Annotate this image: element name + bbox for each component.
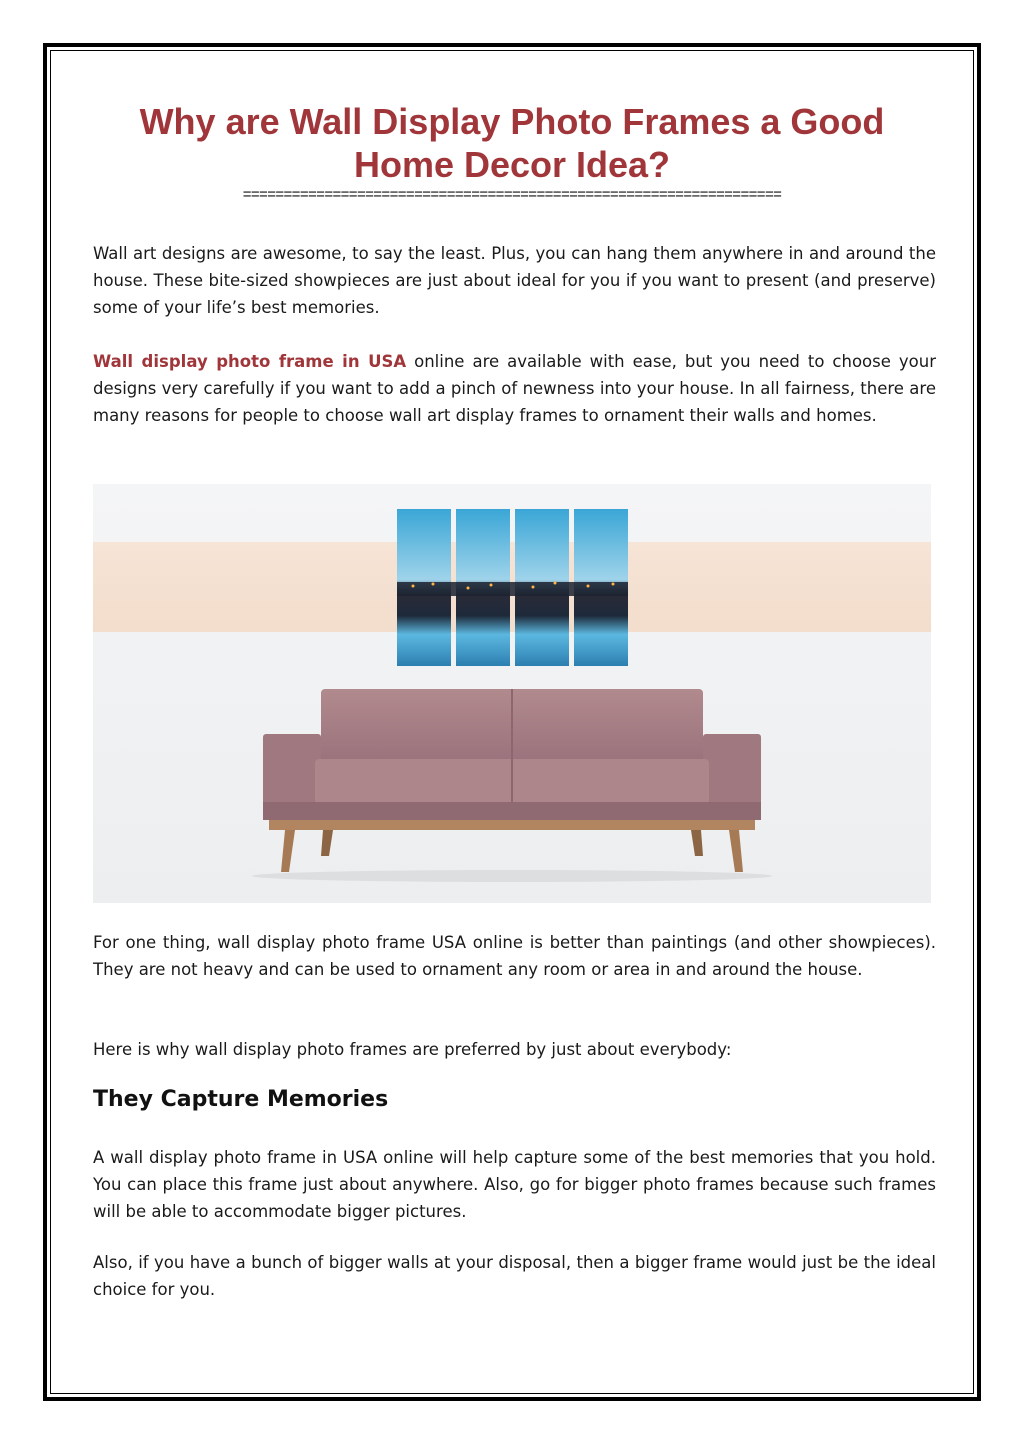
wall-display-frame-link[interactable]: Wall display photo frame in USA (93, 352, 407, 371)
sofa-wall-art-photo (93, 484, 931, 903)
availability-text: online are available with ease, but you need to choose your designs very carefully if you want to add a pinch of newness into your house. In all fairness, there are many reasons for people to choose wall art display frames to ornament their walls and homes. (93, 352, 936, 425)
preference-paragraph: Here is why wall display photo frames are preferred by just about everybody: (93, 1040, 732, 1059)
section-heading: They Capture Memories (93, 1087, 389, 1112)
intro-paragraph: Wall art designs are awesome, to say the least. Plus, you can hang them anywhere in and around the house. These bite-sized showpieces are just about ideal for you if you want to present (and preserve) some of your life’s best memories. (93, 244, 936, 317)
page-title: Why are Wall Display Photo Frames a Good Home Decor Idea? (139, 101, 885, 185)
bigger-walls-paragraph: Also, if you have a bunch of bigger walls at your disposal, then a bigger frame would just be the ideal choice for you. (93, 1253, 936, 1299)
availability-paragraph (93, 348, 936, 429)
title-divider: ================================================================== (242, 186, 782, 203)
comparison-paragraph: For one thing, wall display photo frame USA online is better than paintings (and other showpieces). They are not heavy and can be used to ornament any room or area in and around the house. (93, 933, 936, 979)
memories-paragraph: A wall display photo frame in USA online will help capture some of the best memories that you hold. You can place this frame just about anywhere. Also, go for bigger photo frames because such frames will be able to accommodate bigger pictures. (93, 1148, 936, 1221)
